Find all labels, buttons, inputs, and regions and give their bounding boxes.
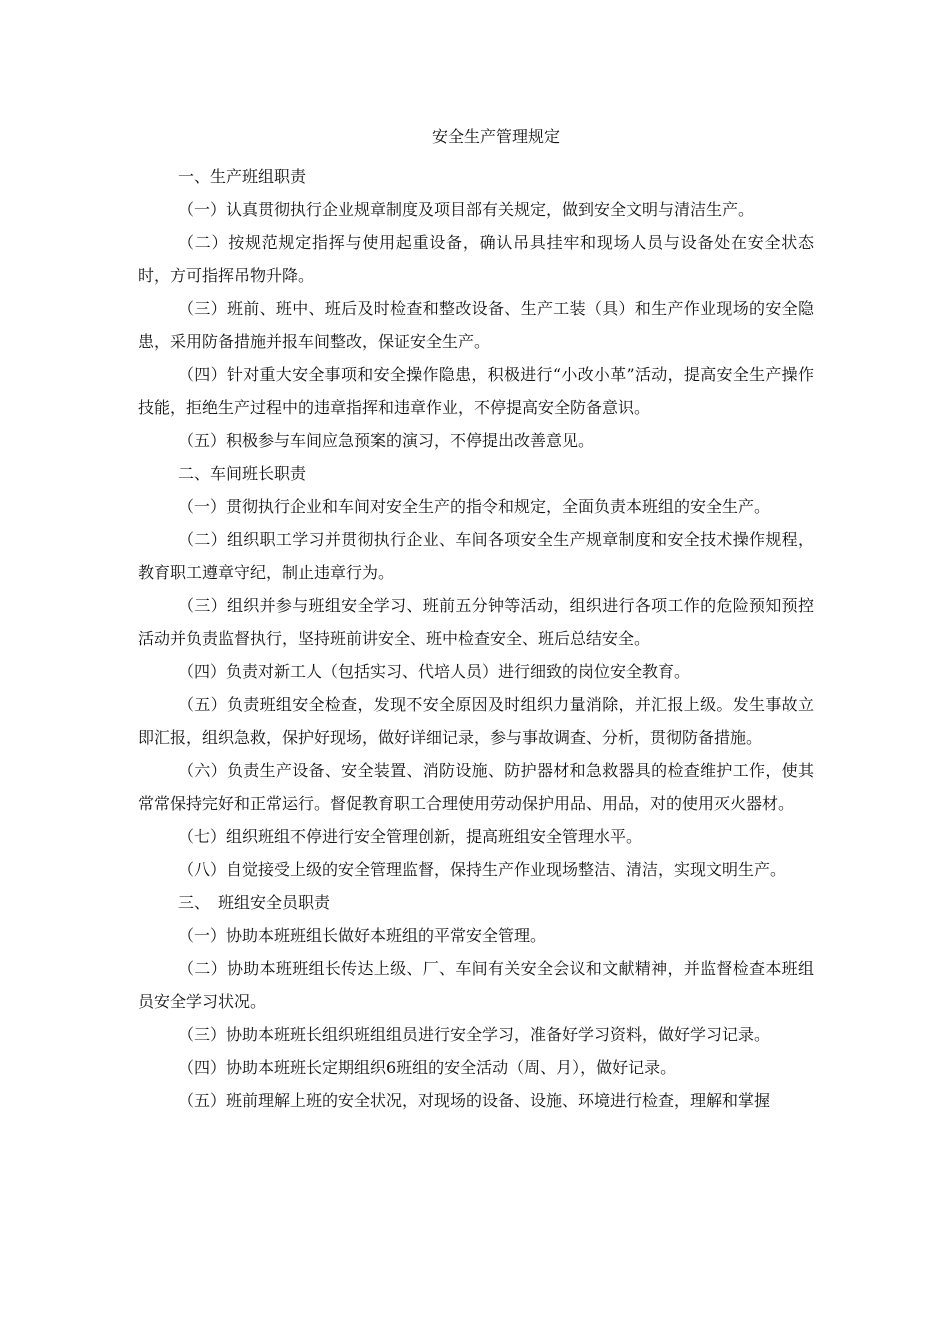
paragraph: （一）协助本班班组长做好本班组的平常安全管理。 [178, 926, 547, 945]
paragraph: （一）认真贯彻执行企业规章制度及项目部有关规定，做到安全文明与清洁生产。 [178, 200, 755, 219]
paragraph: （八）自觉接受上级的安全管理监督，保持生产作业现场整洁、清洁，实现文明生产。 [178, 860, 787, 879]
paragraph: （二）按规范规定指挥与使用起重设备，确认吊具挂牢和现场人员与设备处在安全状态时，方可指挥吊物升降。 [138, 233, 814, 285]
paragraph: （一）贯彻执行企业和车间对安全生产的指令和规定，全面负责本班组的安全生产。 [178, 497, 771, 516]
paragraph: （五）积极参与车间应急预案的演习，不停提出改善意见。 [178, 431, 595, 450]
paragraph: （七）组织班组不停进行安全管理创新，提高班组安全管理水平。 [178, 827, 643, 846]
paragraph: （三）班前、班中、班后及时检查和整改设备、生产工装（具）和生产作业现场的安全隐患，采用防备措施并报车间整改，保证安全生产。 [138, 299, 814, 351]
paragraph: （四）针对重大安全事项和安全操作隐患，积极进行“小改小革”活动，提高安全生产操作技能，拒绝生产过程中的违章指挥和违章作业，不停提高安全防备意识。 [138, 365, 814, 417]
paragraph: （四）协助本班班长定期组织6班组的安全活动（周、月），做好记录。 [178, 1058, 677, 1077]
paragraph: （三）协助本班班长组织班组组员进行安全学习，准备好学习资料，做好学习记录。 [178, 1025, 771, 1044]
paragraph: （四）负责对新工人（包括实习、代培人员）进行细致的岗位安全教育。 [178, 662, 691, 681]
section-heading-2: 二、车间班长职责 [178, 464, 307, 483]
section-heading-1: 一、生产班组职责 [178, 167, 307, 186]
document-body [138, 124, 814, 1117]
paragraph: （五）负责班组安全检查，发现不安全原因及时组织力量消除，并汇报上级。发生事故立即汇报，组织急救，保护好现场，做好详细记录，参与事故调查、分析，贯彻防备措施。 [138, 695, 814, 747]
section-heading-3: 三、 班组安全员职责 [178, 893, 331, 912]
paragraph: （三）组织并参与班组安全学习、班前五分钟等活动，组织进行各项工作的危险预知预控活动并负责监督执行，坚持班前讲安全、班中检查安全、班后总结安全。 [138, 596, 814, 648]
paragraph: （二）协助本班班组长传达上级、厂、车间有关安全会议和文献精神，并监督检查本班组员安全学习状况。 [138, 959, 814, 1011]
paragraph: （五）班前理解上班的安全状况，对现场的设备、设施、环境进行检查，理解和掌握 [178, 1091, 771, 1110]
document-title: 安全生产管理规定 [431, 127, 560, 146]
paragraph: （六）负责生产设备、安全装置、消防设施、防护器材和急救器具的检查维护工作，使其常常保持完好和正常运行。督促教育职工合理使用劳动保护用品、用品，对的使用灭火器材。 [138, 761, 814, 813]
paragraph: （二）组织职工学习并贯彻执行企业、车间各项安全生产规章制度和安全技术操作规程，教育职工遵章守纪，制止违章行为。 [138, 530, 814, 582]
